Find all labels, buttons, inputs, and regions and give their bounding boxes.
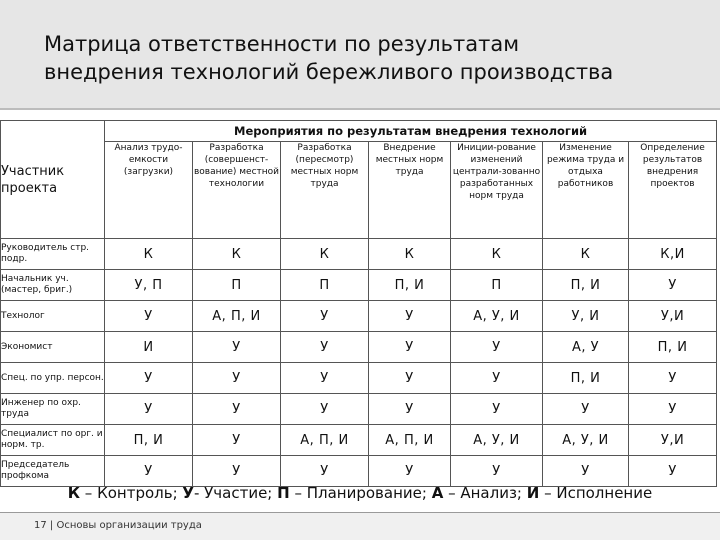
responsibility-cell: К	[193, 239, 281, 270]
legend-key: У	[182, 484, 194, 502]
responsibility-cell: К	[281, 239, 369, 270]
activity-header: Изменение режима труда и отдыха работников	[543, 142, 629, 239]
responsibility-cell: У	[451, 332, 543, 363]
legend-text: – Анализ;	[443, 484, 527, 502]
responsibility-cell: У	[369, 363, 451, 394]
legend-key: К	[67, 484, 81, 502]
responsibility-cell: У	[105, 456, 193, 487]
responsibility-cell: У	[281, 363, 369, 394]
table-row	[1, 394, 717, 425]
activity-header: Внедрение местных норм труда	[369, 142, 451, 239]
responsibility-cell: К	[369, 239, 451, 270]
role-cell: Технолог	[1, 301, 105, 332]
responsibility-cell: У	[451, 394, 543, 425]
responsibility-cell: У	[281, 332, 369, 363]
table-row	[1, 270, 717, 301]
responsibility-cell: У	[369, 332, 451, 363]
responsibility-cell: У	[629, 270, 717, 301]
responsibility-cell: А, У, И	[451, 425, 543, 456]
responsibility-cell: П, И	[543, 270, 629, 301]
role-cell: Экономист	[1, 332, 105, 363]
page-title-line-1: Матрица ответственности по результатам	[44, 32, 520, 56]
activity-header-row	[1, 142, 717, 239]
responsibility-cell: У	[281, 301, 369, 332]
responsibility-cell: У	[451, 456, 543, 487]
legend-key: П	[277, 484, 290, 502]
responsibility-cell: К	[105, 239, 193, 270]
activities-group-header: Мероприятия по результатам внедрения технологий	[105, 121, 717, 142]
table-row	[1, 456, 717, 487]
table-row	[1, 301, 717, 332]
responsibility-cell: У	[193, 394, 281, 425]
legend-text: – Исполнение	[539, 484, 653, 502]
responsibility-cell: У	[451, 363, 543, 394]
role-cell: Специалист по орг. и норм. тр.	[1, 425, 105, 456]
matrix-body	[1, 239, 717, 487]
role-cell: Руководитель стр. подр.	[1, 239, 105, 270]
responsibility-cell: У	[629, 363, 717, 394]
responsibility-cell: У	[369, 301, 451, 332]
responsibility-cell: У,И	[629, 425, 717, 456]
responsibility-cell: У	[629, 394, 717, 425]
responsibility-cell: П	[281, 270, 369, 301]
responsibility-cell: А, П, И	[369, 425, 451, 456]
responsibility-cell: У	[369, 394, 451, 425]
responsibility-cell: У	[629, 456, 717, 487]
legend-key: И	[526, 484, 540, 502]
role-cell: Начальник уч. (мастер, бриг.)	[1, 270, 105, 301]
responsibility-cell: А, У	[543, 332, 629, 363]
activity-header: Разработка (совершенст-вование) местной технологии	[193, 142, 281, 239]
responsibility-cell: У	[105, 394, 193, 425]
table-row	[1, 239, 717, 270]
responsibility-cell: П, И	[543, 363, 629, 394]
responsibility-cell: К	[543, 239, 629, 270]
role-cell: Спец. по упр. персон.	[1, 363, 105, 394]
responsibility-cell: П, И	[629, 332, 717, 363]
responsibility-cell: И	[105, 332, 193, 363]
responsibility-cell: У	[281, 456, 369, 487]
responsibility-cell: П	[451, 270, 543, 301]
activity-header: Иниции-рование изменений централи-зованно разработанных норм труда	[451, 142, 543, 239]
responsibility-cell: А, П, И	[193, 301, 281, 332]
responsibility-cell: У,И	[629, 301, 717, 332]
responsibility-cell: У	[369, 456, 451, 487]
table-row	[1, 363, 717, 394]
responsibility-cell: У	[193, 456, 281, 487]
responsibility-matrix	[0, 120, 717, 487]
legend-key: А	[431, 484, 444, 502]
footer-divider	[0, 512, 720, 513]
responsibility-cell: П, И	[105, 425, 193, 456]
role-cell: Председатель профкома	[1, 456, 105, 487]
table-row	[1, 332, 717, 363]
responsibility-cell: К,И	[629, 239, 717, 270]
responsibility-cell: К	[451, 239, 543, 270]
responsibility-cell: У	[105, 363, 193, 394]
responsibility-cell: У, И	[543, 301, 629, 332]
responsibility-cell: У	[543, 456, 629, 487]
role-cell: Инженер по охр. труда	[1, 394, 105, 425]
legend-text: - Участие;	[193, 484, 278, 502]
responsibility-cell: П, И	[369, 270, 451, 301]
footer-text: 17 | Основы организации труда	[34, 520, 202, 531]
responsibility-cell: У	[193, 425, 281, 456]
responsibility-cell: А, У, И	[543, 425, 629, 456]
activity-header: Определение результатов внедрения проектов	[629, 142, 717, 239]
activity-header: Разработка (пересмотр) местных норм труда	[281, 142, 369, 239]
responsibility-cell: А, П, И	[281, 425, 369, 456]
legend	[0, 484, 720, 502]
responsibility-cell: У	[105, 301, 193, 332]
responsibility-cell: П	[193, 270, 281, 301]
activity-header: Анализ трудо-емкости (загрузки)	[105, 142, 193, 239]
responsibility-cell: А, У, И	[451, 301, 543, 332]
responsibility-cell: У	[281, 394, 369, 425]
title-divider	[0, 108, 720, 110]
legend-text: – Планирование;	[289, 484, 432, 502]
page-title-line-2: внедрения технологий бережливого производства	[44, 60, 614, 84]
responsibility-cell: У	[193, 332, 281, 363]
responsibility-cell: У, П	[105, 270, 193, 301]
table-row	[1, 425, 717, 456]
responsibility-cell: У	[543, 394, 629, 425]
responsibility-cell: У	[193, 363, 281, 394]
page-title	[44, 30, 694, 86]
corner-header: Участник проекта	[1, 121, 105, 239]
legend-text: – Контроль;	[80, 484, 183, 502]
